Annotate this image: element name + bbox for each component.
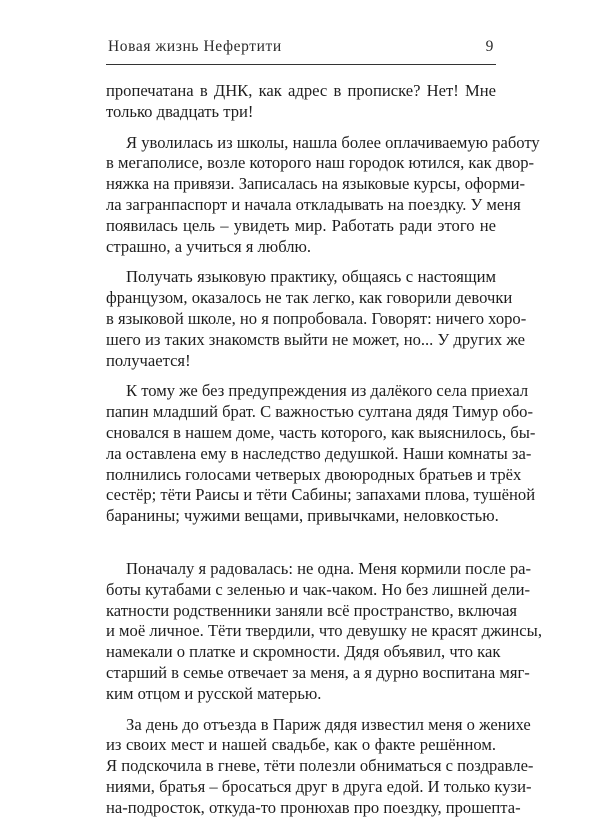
text-line: няжка на привязи. Записалась на языковые курсы, оформи- <box>106 174 526 194</box>
text-line: катности родственники заняли всё пространство, включая <box>106 600 518 620</box>
text-line: и моё личное. Тёти твердили, что девушку не красят джинсы, <box>106 621 542 641</box>
text-line: старший в семье отвечает за меня, а я дурно воспитана мяг- <box>106 662 530 682</box>
text-line: ниями, братья – бросаться друг в друга едой. И только кузи- <box>106 776 532 796</box>
header-rule <box>106 64 496 65</box>
body-text <box>106 81 542 819</box>
text-line: сновался в нашем доме, часть которого, как выяснилось, бы- <box>106 422 536 442</box>
page-number: 9 <box>485 38 494 55</box>
paragraph <box>106 267 527 371</box>
text-line: только двадцать три! <box>106 101 254 121</box>
text-line: из своих мест и нашей свадьбе, как о факте решённом. <box>106 735 496 755</box>
text-line: сестёр; тёти Раисы и тёти Сабины; запахами плова, тушёной <box>106 485 536 505</box>
text-line: Поначалу я радовалась: не одна. Меня кормили после ра- <box>126 558 532 578</box>
text-line: баранины; чужими вещами, привычками, неловкостью. <box>106 506 499 526</box>
text-line: За день до отъезда в Париж дядя известил меня о женихе <box>126 714 531 734</box>
paragraph <box>106 558 542 705</box>
text-line: шего из таких знакомств выйти не может, но... У других же <box>106 329 525 349</box>
text-line: Получать языковую практику, общаясь с настоящим <box>126 267 496 287</box>
text-line: французом, оказалось не так легко, как говорили девочки <box>106 288 513 308</box>
running-header <box>108 38 494 60</box>
paragraph <box>106 714 534 819</box>
text-line: К тому же без предупреждения из далёкого села приехал <box>126 381 529 401</box>
text-line: на-подросток, откуда-то пронюхав про поездку, прошепта- <box>106 797 521 817</box>
paragraph <box>106 81 496 123</box>
paragraph <box>106 132 540 258</box>
text-line: боты кутабами с зеленью и чак-чаком. Но без лишней дели- <box>106 579 531 599</box>
text-line: Я уволилась из школы, нашла более оплачиваемую работу <box>126 132 540 152</box>
text-line: ким отцом и русской матерью. <box>106 683 322 703</box>
text-line: Я подскочила в гневе, тёти полезли обниматься с поздравле- <box>106 756 534 776</box>
text-line: страшно, а учиться я люблю. <box>106 236 312 256</box>
paragraph <box>106 381 536 527</box>
text-line: полнились голосами четверых двоюродных братьев и трёх <box>106 464 522 484</box>
text-line: появилась цель – увидеть мир. Работать ради этого не <box>106 215 496 235</box>
text-line: пропечатана в ДНК, как адрес в прописке? Нет! Мне <box>106 81 496 100</box>
book-title: Новая жизнь Нефертити <box>108 38 282 55</box>
text-line: папин младший брат. С важностью султана дядя Тимур обо- <box>106 402 533 422</box>
text-line: ла загранпаспорт и начала откладывать на поездку. У меня <box>106 194 521 214</box>
text-line: намекали о платке и скромности. Дядя объявил, что как <box>106 642 501 662</box>
text-line: ла оставлена ему в наследство дедушкой. Наши комнаты за- <box>106 443 532 463</box>
text-line: в языковой школе, но я попробовала. Говорят: ничего хоро- <box>106 308 527 328</box>
text-line: получается! <box>106 350 191 370</box>
text-line: в мегаполисе, возле которого наш городок ютился, как двор- <box>106 153 535 173</box>
